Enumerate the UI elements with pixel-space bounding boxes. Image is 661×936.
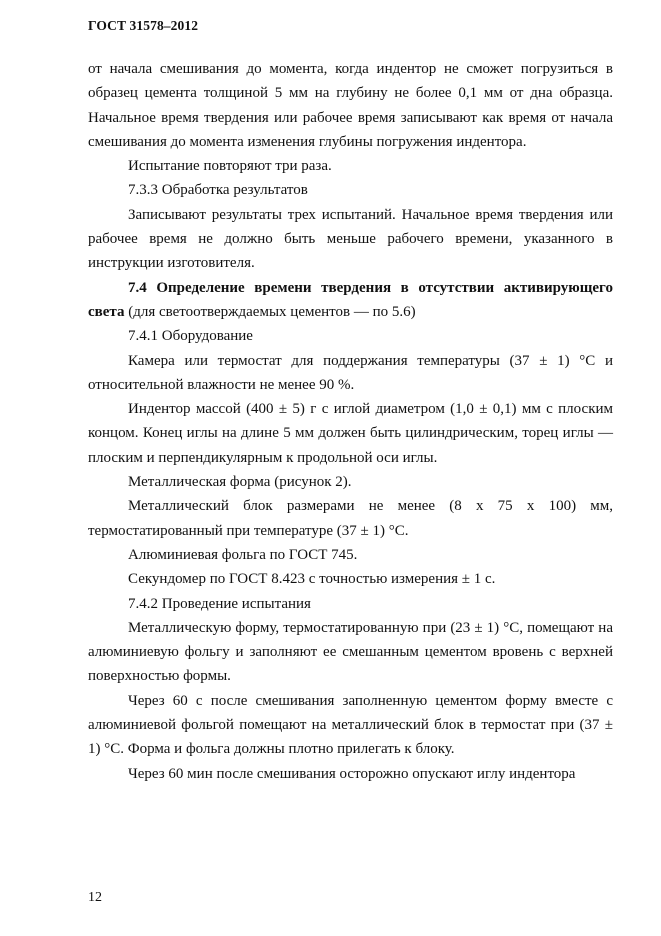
section-7-4-title: 7.4 Определение времени твердения в отсутствии активирующего света — [88, 279, 613, 320]
paragraph-stopwatch: Секундомер по ГОСТ 8.423 с точностью измерения ± 1 с. — [128, 571, 496, 588]
paragraph-after-60-minutes: Через 60 мин после смешивания осторожно опускают иглу индентора — [128, 765, 576, 782]
paragraph-metal-form: Металлическая форма (рисунок 2). — [128, 474, 352, 491]
paragraph-form-placement: Металлическую форму, термостатированную при (23 ± 1) °С, помещают на алюминиевую фольгу и заполняют ее смешанным цементом вровень с верхней поверхностью формы. — [88, 619, 613, 685]
subsection-7-3-3-heading: 7.3.3 Обработка результатов — [128, 182, 308, 199]
subsection-7-4-1-heading: 7.4.1 Оборудование — [128, 328, 253, 345]
paragraph-continuation: от начала смешивания до момента, когда индентор не сможет погрузиться в образец цемента толщиной 5 мм на глубину не более 0,1 мм от дна образца. Начальное время твердения или рабочее время записывают как время от начала смешивания до момента изменения глубины погружения индентора. — [88, 61, 613, 150]
paragraph-metal-block: Металлический блок размерами не менее (8 х 75 х 100) мм, термостатированный при температуре (37 ± 1) °С. — [88, 498, 613, 539]
paragraph-after-60-seconds: Через 60 с после смешивания заполненную цементом форму вместе с алюминиевой фольгой помещают на металлический блок в термостат при (37 ± 1) °С. Форма и фольга должны плотно прилегать к блоку. — [88, 692, 613, 758]
page-number: 12 — [88, 890, 102, 905]
paragraph-indenter: Индентор массой (400 ± 5) г с иглой диаметром (1,0 ± 0,1) мм с плоским концом. Конец иглы на длине 5 мм должен быть цилиндрическим, торец иглы — плоским и перпендикулярным к продольной оси иглы. — [88, 401, 613, 466]
document-header: ГОСТ 31578–2012 — [88, 18, 199, 33]
paragraph-chamber: Камера или термостат для поддержания температуры (37 ± 1) °С и относительной влажности не менее 90 %. — [88, 352, 613, 393]
paragraph-repeat-note: Испытание повторяют три раза. — [128, 158, 332, 175]
section-7-4-note: (для светоотверждаемых цементов — по 5.6) — [124, 303, 416, 320]
subsection-7-4-2-heading: 7.4.2 Проведение испытания — [128, 595, 311, 612]
paragraph-aluminum-foil: Алюминиевая фольга по ГОСТ 745. — [128, 546, 358, 563]
document-body — [88, 57, 613, 786]
section-7-4-heading — [88, 276, 613, 325]
paragraph-results: Записывают результаты трех испытаний. Начальное время твердения или рабочее время не должно быть меньше рабочего времени, указанного в инструкции изготовителя. — [88, 206, 613, 272]
